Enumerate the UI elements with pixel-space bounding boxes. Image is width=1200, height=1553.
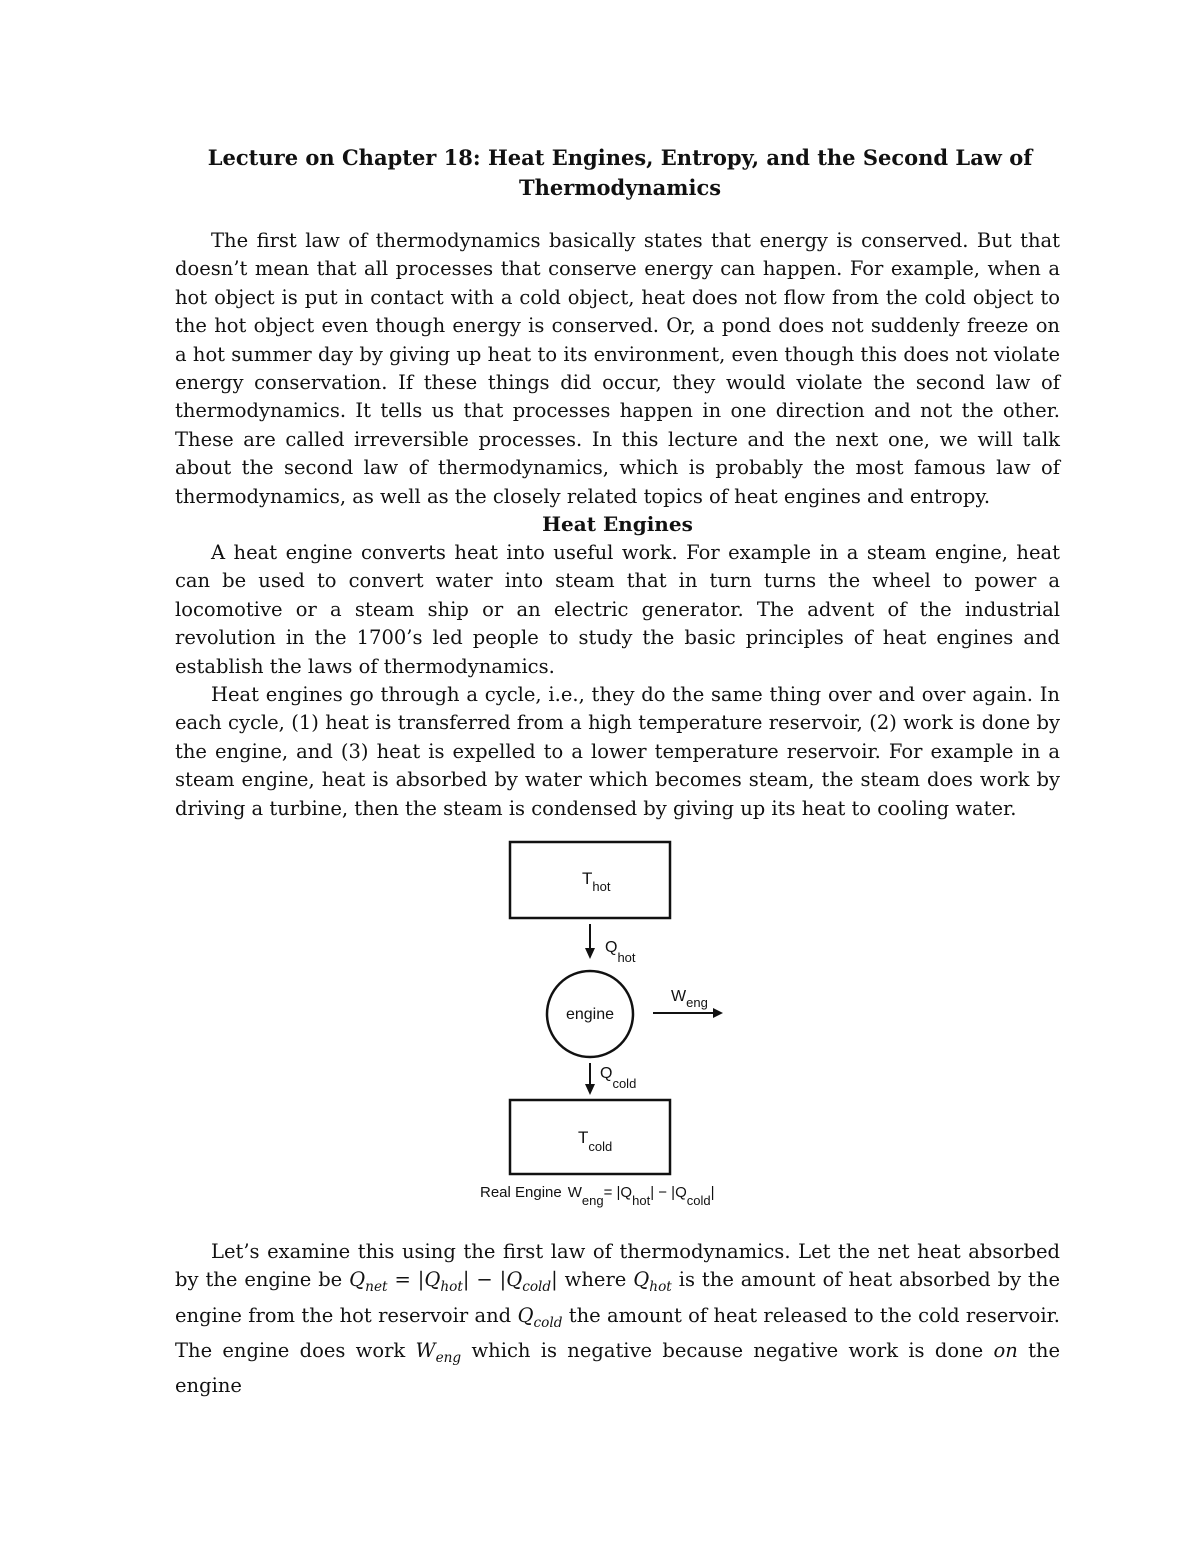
heat-engine-paragraph-1: A heat engine converts heat into useful work. For example in a steam engine, heat can be used to convert water into steam that in turn turns the wheel to power a locomotive or a steam ship or an electric generator. The advent of the industrial revolution in the 1700’s led people to study the basic principles of heat engines and establish the laws of thermodynamics. xyxy=(175,541,1060,678)
intro-paragraph: The first law of thermodynamics basically states that energy is conserved. But that doesn’t mean that all processes that conserve energy can happen. For example, when a hot object is put in contact with a cold object, heat does not flow from the cold object to the hot object even though energy is conserved. Or, a pond does not suddenly freeze on a hot summer day by giving up heat to its environment, even though this does not violate energy conservation. If these things did occur, they would violate the second law of thermodynamics. It tells us that processes happen in one direction and not the other. These are called irreversible processes. In this lecture and the next one, we will talk about the second law of thermodynamics, which is probably the most famous law of thermodynamics, as well as the closely related topics of heat engines and entropy. xyxy=(175,229,1060,508)
first-law-paragraph: Let’s examine this using the first law of thermodynamics. Let the net heat absorbed by the engine be $Q_{net} = |Q_{hot}| - |Q_{cold}|$ where $Q_{hot}$ is the amount of heat absorbed by the engine from the hot reservoir and $Q_{cold}$ the amount of heat released to the cold reservoir. The engine does work $W_{eng}$ which is negative because negative work is done on the engine xyxy=(175,1240,1061,1397)
heat-engine-diagram xyxy=(470,832,770,1222)
heat-engine-paragraph-2: Heat engines go through a cycle, i.e., they do the same thing over and over again. In each cycle, (1) heat is transferred from a high temperature reservoir, (2) work is done by the engine, and (3) heat is expelled to a lower temperature reservoir. For example in a steam engine, heat is absorbed by water which becomes steam, the steam does work by driving a turbine, then the steam is condensed by giving up its heat to cooling water. xyxy=(175,683,1060,820)
q-hot-arrowhead xyxy=(585,948,595,959)
q-cold-label: $Q_{cold}$ xyxy=(600,1065,637,1091)
work-arrowhead xyxy=(713,1008,723,1018)
cold-reservoir-box xyxy=(510,1100,670,1174)
hot-reservoir-label: $T_{hot}$ xyxy=(582,869,611,894)
q-hot-label: $Q_{hot}$ xyxy=(605,939,636,965)
cold-reservoir-label: $T_{cold}$ xyxy=(578,1128,613,1154)
work-label: $W_{eng}$ xyxy=(671,988,708,1010)
lecture-title xyxy=(180,143,1060,203)
title-line-1: Lecture on Chapter 18: Heat Engines, Entropy, and the Second Law of xyxy=(207,145,1033,170)
q-cold-arrowhead xyxy=(585,1084,595,1095)
real-engine-caption: Real Engine Weng= |Qhot| − |Qcold| xyxy=(480,1184,715,1208)
engine-label: engine xyxy=(565,1006,615,1023)
title-line-2: Thermodynamics xyxy=(518,175,722,200)
section-heading-heat-engines: Heat Engines xyxy=(542,512,693,536)
